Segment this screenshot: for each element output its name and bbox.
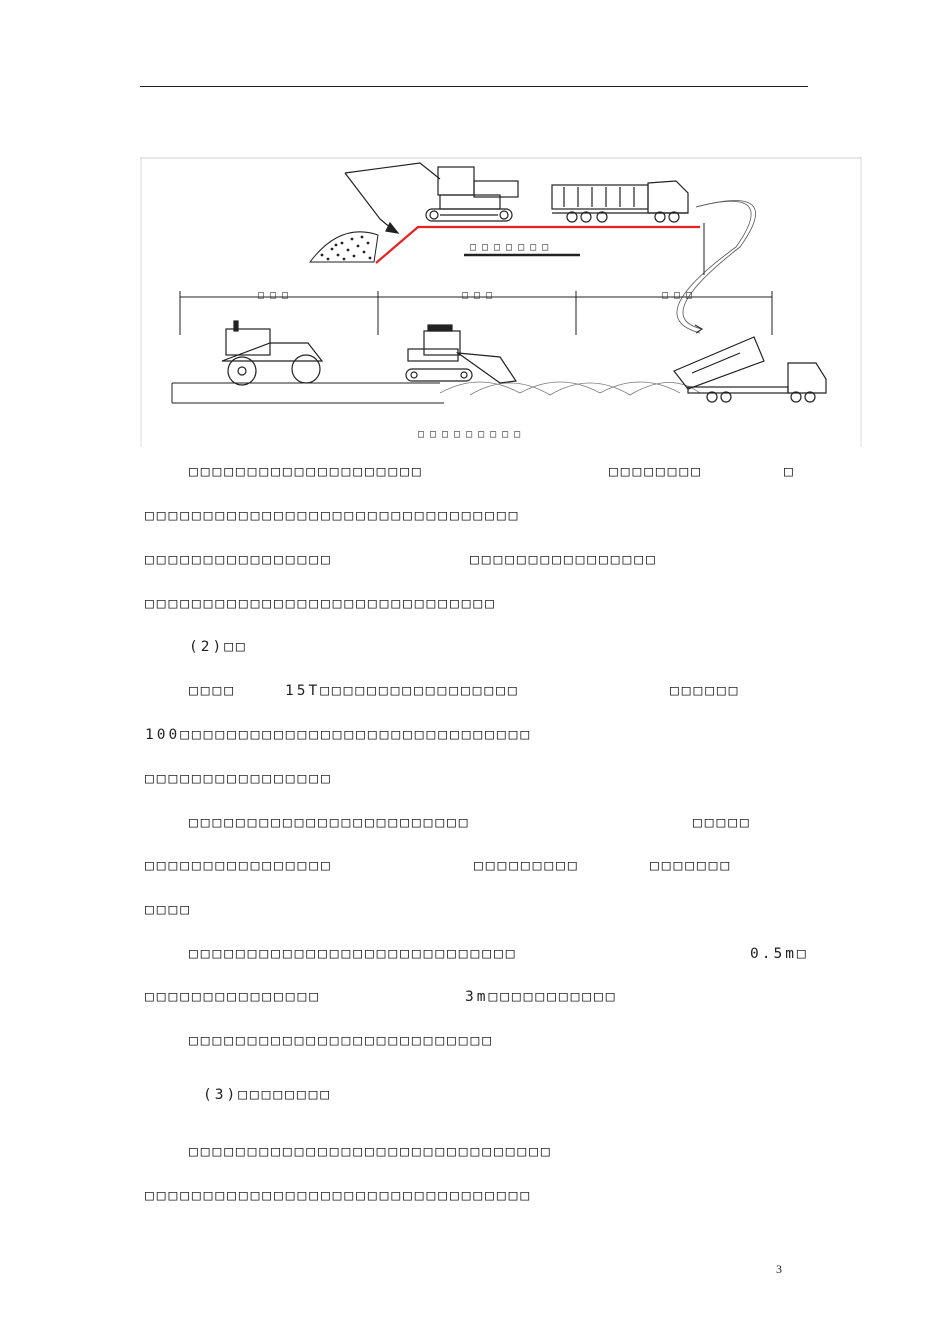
text-line: □□□□□□□□□□□□□□□□□□□□ — [189, 464, 424, 480]
text-line: □□□□□□□□□□□□□□□ — [145, 989, 321, 1005]
text-line: □□□□□□□□□□□□□□□□□□□□□□□□□□□□ — [189, 946, 518, 962]
text-line: □□□□□□ — [670, 683, 741, 699]
text-line: 100□□□□□□□□□□□□□□□□□□□□□□□□□□□□□□ — [145, 727, 533, 743]
segment-label-2: □□□ — [462, 290, 499, 301]
text-line: □ — [784, 464, 796, 480]
segment-label-1: □□□ — [258, 290, 295, 301]
text-line: □□□□□ — [693, 815, 752, 831]
text-line: □□□□□□□□□ — [474, 858, 580, 874]
figure-label-top: □□□□□□□ — [470, 242, 555, 253]
text-line: 3m□□□□□□□□□□□ — [465, 989, 618, 1005]
text-line: □□□□□□□□□□□□□□□□ — [145, 858, 333, 874]
construction-diagram — [140, 157, 862, 447]
text-line: □□□□□□□□□□□□□□□□ — [470, 552, 658, 568]
text-line: □□□□ — [189, 683, 236, 699]
text-line: □□□□□□□□□□□□□□□□□□□□□□□□□□□□□□ — [145, 596, 497, 612]
text-line: □□□□□□□□□□□□□□□□□□□□□□□□ — [189, 815, 471, 831]
excavator-icon — [345, 163, 518, 233]
text-line: □□□□□□□□□□□□□□□□ — [145, 552, 333, 568]
text-line: □□□□□□□□ — [609, 464, 703, 480]
text-line: □□□□□□□□□□□□□□□□□□□□□□□□□□□□□□□ — [189, 1144, 553, 1160]
tipping-truck-icon — [674, 337, 826, 402]
segment-label-3: □□□ — [662, 290, 699, 301]
text-line: □□□□□□□□□□□□□□□□□□□□□□□□□□□□□□□□□ — [145, 1188, 533, 1204]
text-line: □□□□□□□ — [650, 858, 733, 874]
figure-label-bottom: □□□□□□□□□ — [418, 429, 527, 440]
header-rule — [140, 86, 808, 87]
text-line: 0.5m□ — [750, 946, 809, 962]
section-heading: (3)□□□□□□□□ — [203, 1087, 333, 1103]
text-line: □□□□□□□□□□□□□□□□□□□□□□□□□□□□□□□□ — [145, 508, 521, 524]
text-line: 15T□□□□□□□□□□□□□□□□□ — [285, 683, 520, 699]
text-line: □□□□□□□□□□□□□□□□□□□□□□□□□□ — [189, 1033, 494, 1049]
bulldozer-icon — [406, 325, 516, 383]
road-roller-icon — [222, 321, 322, 385]
soil-pile-icon — [310, 232, 378, 262]
section-heading: (2)□□ — [189, 639, 248, 655]
text-line: □□□□□□□□□□□□□□□□ — [145, 771, 333, 787]
page-number: 3 — [776, 1262, 782, 1276]
dump-truck-icon — [552, 181, 688, 222]
text-line: □□□□ — [145, 902, 192, 918]
spread-material — [440, 382, 700, 395]
